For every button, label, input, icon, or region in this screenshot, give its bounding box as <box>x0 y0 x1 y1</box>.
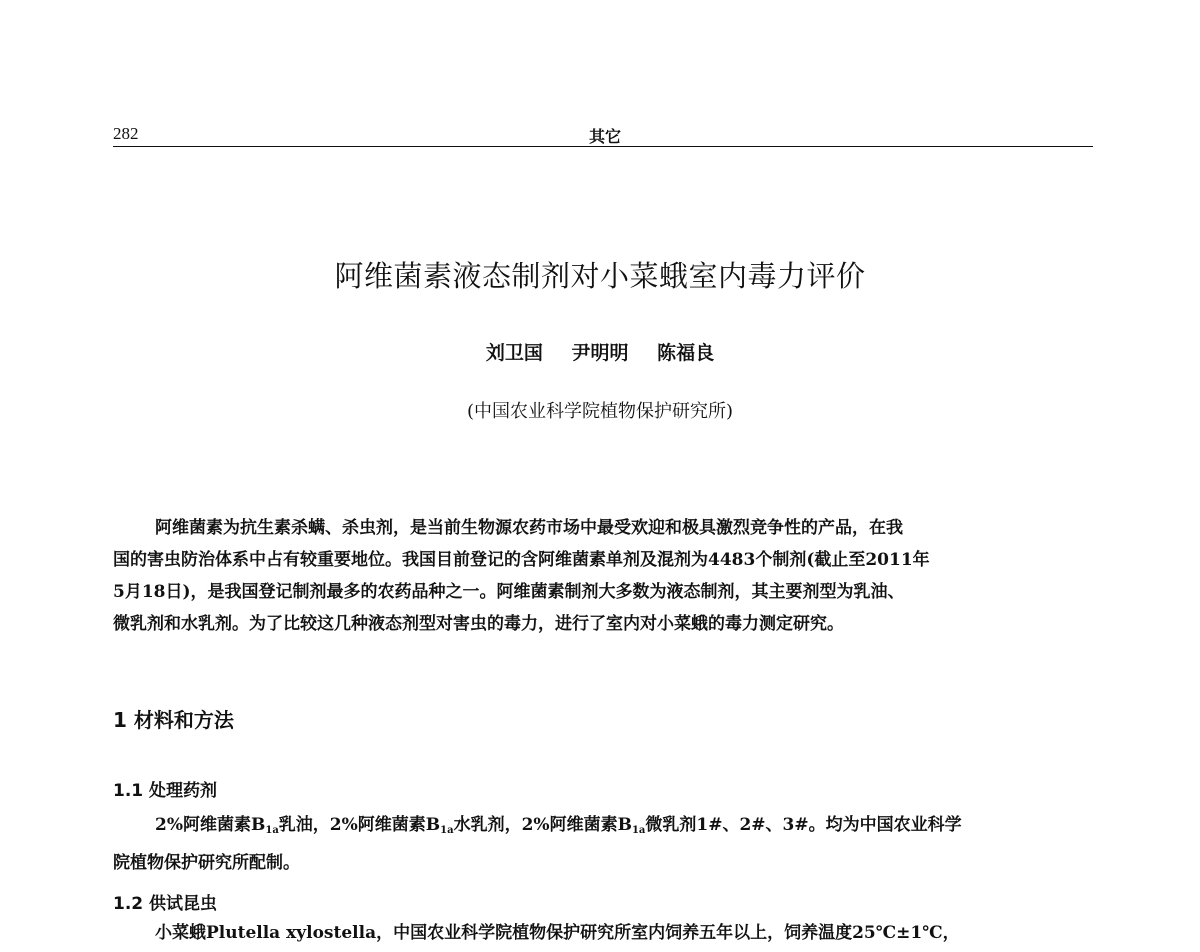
text-line <box>113 809 1093 847</box>
header-rule <box>113 146 1093 147</box>
author: 刘卫国 <box>485 342 543 364</box>
text-line: 微乳剂和水乳剂。为了比较这几种液态剂型对害虫的毒力，进行了室内对小菜蛾的毒力测定研究。 <box>113 614 844 634</box>
affiliation: (中国农业科学院植物保护研究所) <box>466 401 734 422</box>
subsection-heading: 1.1 处理药剂 <box>113 781 218 801</box>
subscript: 1a <box>631 825 646 836</box>
text-segment: 2%阿维菌素B <box>155 815 266 835</box>
text-line: 院植物保护研究所配制。 <box>113 853 300 873</box>
paragraph-insects <box>113 917 1093 949</box>
page-number: 282 <box>113 124 139 143</box>
text-segment: 乳油，2%阿维菌素B <box>278 815 441 835</box>
subscript: 1a <box>440 825 454 836</box>
text-segment: 微乳剂1#、2#、3#。均为中国农业科学 <box>645 815 962 835</box>
text-line: 阿维菌素为抗生素杀螨、杀虫剂，是当前生物源农药市场中最受欢迎和极具激烈竞争性的产品，在我 <box>155 518 903 538</box>
running-header-section: 其它 <box>588 127 621 146</box>
subsection-heading: 1.2 供试昆虫 <box>113 894 218 914</box>
author-list <box>0 338 1200 365</box>
text-line: 国的害虫防治体系中占有较重要地位。我国目前登记的含阿维菌素单剂及混剂为4483个制剂(截止至2011年 <box>113 550 930 570</box>
subscript: 1a <box>265 825 279 836</box>
text-line: 小菜蛾Plutella xylostella，中国农业科学院植物保护研究所室内饲养五年以上，饲养温度25℃±1℃， <box>155 923 960 943</box>
text-line: 5月18日)，是我国登记制剂最多的农药品种之一。阿维菌素制剂大多数为液态制剂，其主要剂型为乳油、 <box>113 582 905 602</box>
author: 陈福良 <box>657 342 715 364</box>
section-heading: 1 材料和方法 <box>113 708 234 732</box>
paragraph-treatments <box>113 809 1093 879</box>
text-segment: 水乳剂，2%阿维菌素B <box>453 815 632 835</box>
paper-title: 阿维菌素液态制剂对小菜蛾室内毒力评价 <box>334 259 866 293</box>
author: 尹明明 <box>571 342 629 364</box>
intro-paragraph <box>113 512 1093 640</box>
